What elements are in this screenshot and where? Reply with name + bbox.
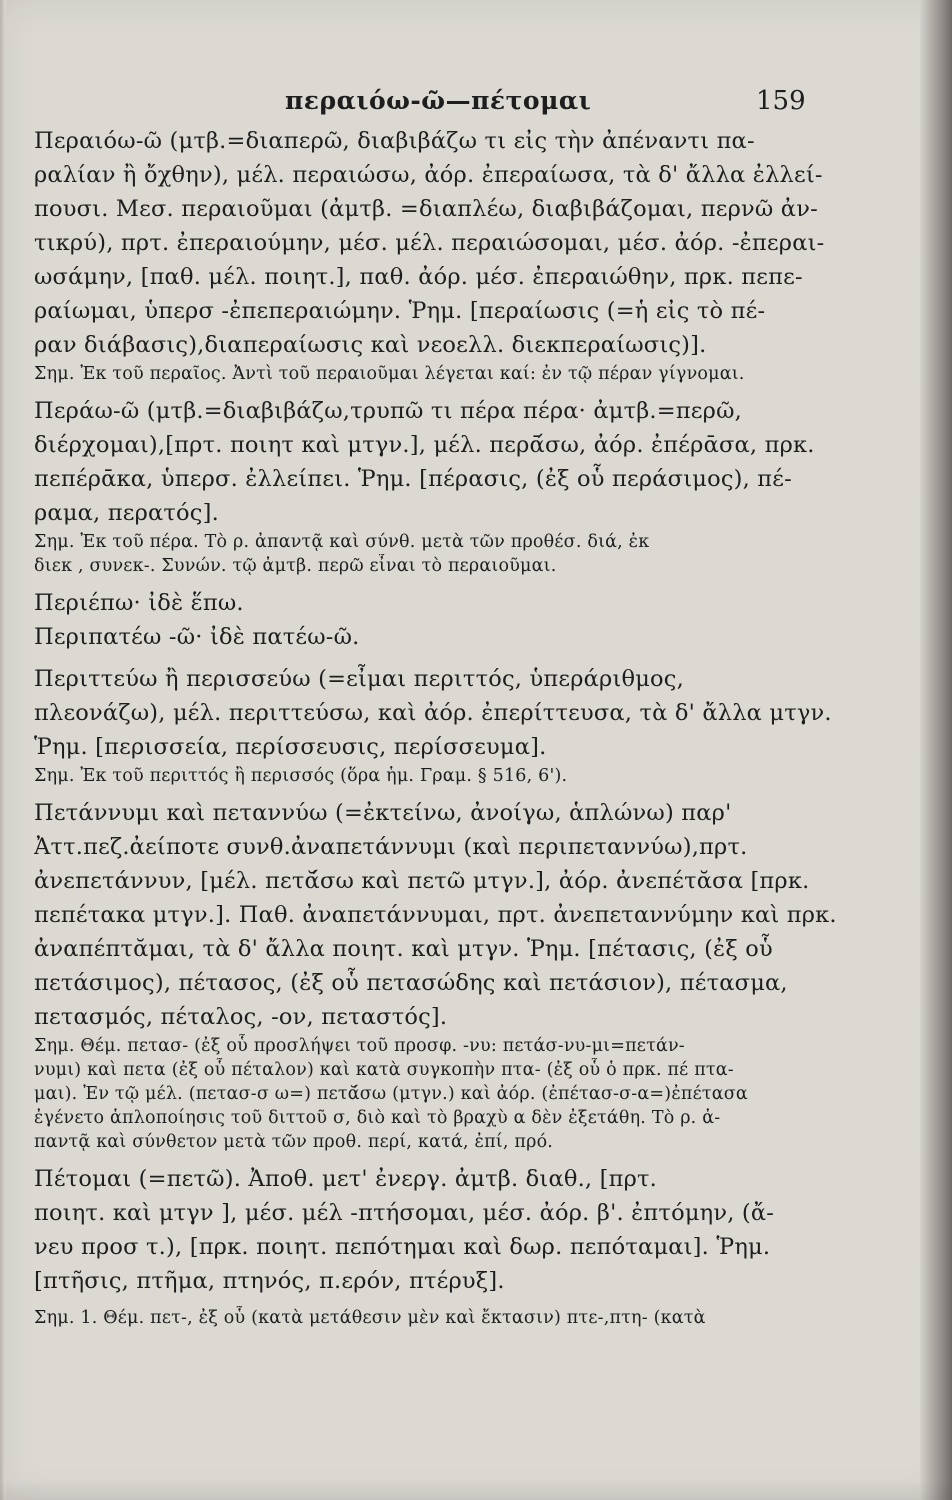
dictionary-entry	[34, 586, 854, 620]
page-right-edge	[920, 0, 952, 1500]
entry-line: ποιητ. καὶ μτγν ], μέσ. μέλ -πτήσομαι, μέσ. ἀόρ. β'. ἐπτόμην, (ἄ-	[34, 1200, 775, 1226]
page-left-edge	[0, 0, 6, 1500]
entry-line: Περιέπω· ἰδὲ ἕπω.	[34, 590, 244, 616]
entry-note: Σημ. Ἐκ τοῦ πέρα. Τὸ ρ. ἀπαντᾷ καὶ σύνθ. μετὰ τῶν προθέσ. διά, ἐκ	[34, 532, 650, 552]
entry-line: νευ προσ τ.), [πρκ. ποιητ. πεπότημαι καὶ δωρ. πεπόταμαι]. Ῥημ.	[34, 1234, 771, 1260]
entry-line: τικρύ), πρτ. ἐπεραιούμην, μέσ. μέλ. περαιώσομαι, μέσ. ἀόρ. -ἐπεραι-	[34, 230, 825, 256]
page-header	[0, 86, 920, 122]
entry-note: Σημ. Ἐκ τοῦ περιττός ἢ περισσός (ὅρα ἡμ. Γραμ. § 516, 6').	[34, 766, 568, 786]
entry-note: παντᾷ καὶ σύνθετον μετὰ τῶν προθ. περί, κατά, ἐπί, πρό.	[34, 1132, 554, 1152]
entry-note: Σημ. 1. Θέμ. πετ-, ἐξ οὗ (κατὰ μετάθεσιν μὲν καὶ ἔκτασιν) πτε-,πτη- (κατὰ	[34, 1308, 706, 1328]
dictionary-entry	[34, 1162, 854, 1330]
entry-line: Περάω-ῶ (μτβ.=διαβιβάζω,τρυπῶ τι πέρα πέρα· ἀμτβ.=περῶ,	[34, 398, 742, 424]
entry-line: πεπέτακα μτγν.]. Παθ. ἀναπετάννυμαι, πρτ. ἀνεπεταννύμην καὶ πρκ.	[34, 902, 837, 928]
entry-line: πλεονάζω), μέλ. περιττεύσω, καὶ ἀόρ. ἐπερίττευσα, τὰ δ' ἄλλα μτγν.	[34, 700, 832, 726]
entry-line: Περιττεύω ἢ περισσεύω (=εἶμαι περιττός, ὑπεράριθμος,	[34, 666, 684, 692]
entry-line: Ἀττ.πεζ.ἀείποτε συνθ.ἀναπετάννυμι (καὶ περιπεταννύω),πρτ.	[34, 834, 748, 860]
running-head: περαιόω-ῶ—πέτομαι	[285, 86, 592, 115]
dictionary-text	[34, 124, 854, 1330]
entry-line: ραίωμαι, ὑπερσ -ἐπεπεραιώμην. Ῥημ. [περαίωσις (=ἡ εἰς τὸ πέ-	[34, 298, 766, 324]
entry-line: Πέτομαι (=πετῶ). Ἀποθ. μετ' ἐνεργ. ἀμτβ. διαθ., [πρτ.	[34, 1166, 658, 1192]
entry-line: Περαιόω-ῶ (μτβ.=διαπερῶ, διαβιβάζω τι εἰς τὴν ἀπέναντι πα-	[34, 128, 755, 154]
dictionary-entry	[34, 620, 854, 654]
entry-line: [πτῆσις, πτῆμα, πτηνός, π.ερόν, πτέρυξ].	[34, 1268, 505, 1294]
page-number: 159	[756, 86, 806, 116]
dictionary-entry	[34, 662, 854, 788]
entry-line: ραν διάβασις),διαπεραίωσις καὶ νεοελλ. διεκπεραίωσις)].	[34, 332, 707, 358]
entry-line: πετάσιμος), πέτασος, (ἐξ οὗ πετασώδης καὶ πετάσιον), πέτασμα,	[34, 970, 788, 996]
entry-line: πουσι. Μεσ. περαιοῦμαι (ἀμτβ. =διαπλέω, διαβιβάζομαι, περνῶ ἀν-	[34, 196, 818, 222]
entry-line: ἀνεπετάννυν, [μέλ. πετᾰ́σω καὶ πετῶ μτγν.], ἀόρ. ἀνεπέτᾰσα [πρκ.	[34, 868, 810, 894]
entry-note: Σημ. Ἐκ τοῦ περαῖος. Ἀντὶ τοῦ περαιοῦμαι λέγεται καί: ἐν τῷ πέραν γίγνομαι.	[34, 364, 745, 384]
entry-line: ἀναπέπτᾰμαι, τὰ δ' ἄλλα ποιητ. καὶ μτγν. Ῥημ. [πέτασις, (ἐξ οὗ	[34, 936, 773, 962]
entry-line: Ῥημ. [περισσεία, περίσσευσις, περίσσευμα].	[34, 734, 547, 760]
entry-note: μαι). Ἐν τῷ μέλ. (πετασ-σ ω=) πετᾰ́σω (μτγν.) καὶ ἀόρ. (ἐπέτασ-σ-α=)ἐπέτασα	[34, 1084, 748, 1104]
entry-line: Περιπατέω -ῶ· ἰδὲ πατέω-ῶ.	[34, 624, 360, 650]
entry-line: διέρχομαι),[πρτ. ποιητ καὶ μτγν.], μέλ. περᾱ́σω, ἀόρ. ἐπέρᾱσα, πρκ.	[34, 432, 815, 458]
entry-note: νυμι) καὶ πετα (ἐξ οὗ πέταλον) καὶ κατὰ συγκοπὴν πτα- (ἐξ οὗ ὁ πρκ. πέ πτα-	[34, 1060, 734, 1080]
dictionary-entry	[34, 796, 854, 1154]
entry-line: Πετάννυμι καὶ πεταννύω (=ἐκτείνω, ἀνοίγω, ἁπλώνω) παρ'	[34, 800, 732, 826]
entry-line: πετασμός, πέταλος, -ον, πεταστός].	[34, 1004, 448, 1030]
dictionary-entry	[34, 394, 854, 578]
entry-line: ωσάμην, [παθ. μέλ. ποιητ.], παθ. ἀόρ. μέσ. ἐπεραιώθην, πρκ. πεπε-	[34, 264, 803, 290]
entry-note: Σημ. Θέμ. πετασ- (ἐξ οὗ προσλήψει τοῦ προσφ. -νυ: πετάσ-νυ-μι=πετάν-	[34, 1036, 685, 1056]
dictionary-entry	[34, 124, 854, 386]
entry-line: ραλίαν ἢ ὄχθην), μέλ. περαιώσω, ἀόρ. ἐπεραίωσα, τὰ δ' ἄλλα ἐλλεί-	[34, 162, 823, 188]
entry-line: ραμα, περατός].	[34, 500, 219, 526]
entry-line: πεπέρᾱκα, ὑπερσ. ἐλλείπει. Ῥημ. [πέρασις, (ἐξ οὗ περάσιμος), πέ-	[34, 466, 792, 492]
page-bottom-shadow	[0, 1480, 952, 1500]
entry-note: ἐγένετο ἁπλοποίησις τοῦ διττοῦ σ, διὸ καὶ τὸ βραχὺ α δὲν ἐξετάθη. Τὸ ρ. ἀ-	[34, 1108, 721, 1128]
entry-note: διεκ , συνεκ-. Συνών. τῷ ἀμτβ. περῶ εἶναι τὸ περαιοῦμαι.	[34, 556, 557, 576]
